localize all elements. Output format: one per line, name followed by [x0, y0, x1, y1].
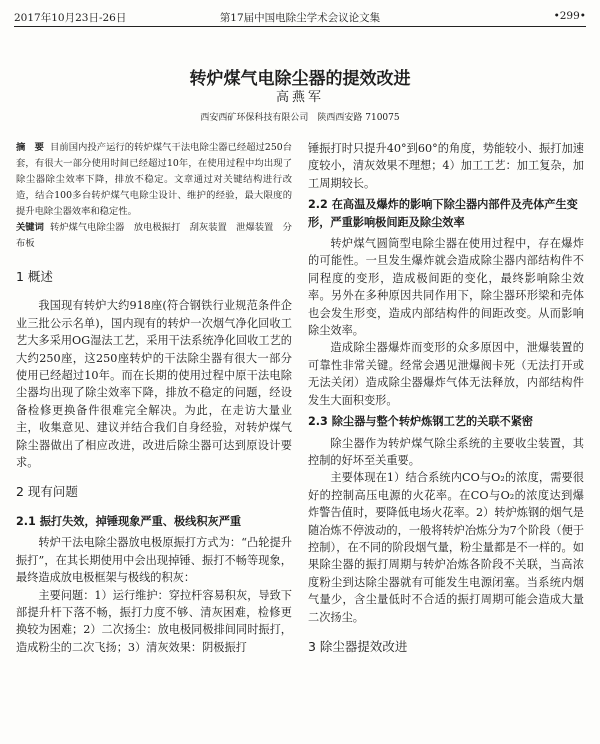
section-2-1-continued: 锤振打时只提升40°到60°的角度，势能较小、振打加速度较小，清灰效果不理想；4）加工工艺：加工复杂，加工周期较长。 — [308, 142, 584, 190]
abstract — [16, 140, 292, 220]
abstract-label: 摘 要 — [16, 142, 45, 153]
section-2-1-paragraph-1: 转炉干法电除尘器放电极原振打方式为：“凸轮提升振打”，在其长期使用中会出现掉锤、振打不畅等现象，最终造成放电极框架与极线的积灰： — [16, 536, 292, 585]
paper-author: 高燕军 — [275, 90, 324, 105]
paper-title: 转炉煤气电除尘器的提效改进 — [189, 69, 411, 89]
section-2-1-heading: 2.1 振打失效，掉锤现象严重、极线积灰严重 — [16, 514, 242, 528]
right-column — [308, 140, 584, 667]
section-2-3-paragraph-1: 除尘器作为转炉煤气除尘系统的主要收尘装置，其控制的好坏至关重要。 — [308, 436, 584, 467]
section-2-3-heading: 2.3 除尘器与整个转炉炼钢工艺的关联不紧密 — [308, 415, 534, 429]
left-column — [16, 140, 292, 656]
author-affiliation: 西安西矿环保科技有限公司 陕西西安路 710075 — [200, 113, 400, 123]
section-2-2-paragraph-2: 造成除尘器爆炸而变形的众多原因中，泄爆装置的可靠性非常关键。经常会遇见泄爆阀卡死（无法打开或无法关闭）造成除尘器爆炸气体无法释放，内部结构件发生大面积变形。 — [308, 341, 584, 407]
running-header — [14, 8, 586, 27]
keywords — [16, 220, 292, 252]
abstract-text: 目前国内投产运行的转炉煤气干法电除尘器已经超过250台套，有很大一部分使用时间已经超过10年，在使用过程中均出现了除尘器除尘效率下降，排放不稳定。文章通过对关键结构进行改造，结合100多台转炉煤气电除尘设计、维护的经验，最大限度的提升电除尘器效率和稳定性。 — [16, 142, 292, 217]
section-2-2-paragraph-1: 转炉煤气圆筒型电除尘器在使用过程中，存在爆炸的可能性。一旦发生爆炸就会造成除尘器内部结构件不同程度的变形，造成极间距的变化，最终影响除尘效率。另外在多种原因共同作用下，除尘器环形梁和壳体也会发生形变，造成内部结构件的间距改变。从而影响除尘效率。 — [308, 237, 584, 338]
keywords-text: 转炉煤气电除尘器 放电极振打 刮灰装置 泄爆装置 分布板 — [16, 222, 292, 249]
section-3-heading: 3 除尘器提效改进 — [308, 638, 408, 654]
header-conference: 第17届中国电除尘学术会议论文集 — [219, 12, 381, 24]
section-2-3-paragraph-2: 主要体现在1）结合系统内CO与O₂的浓度，需要很好的控制高压电源的火花率。在CO与O₂的浓度达到爆炸警告值时，要降低电场火花率。2）转炉炼钢的烟气是随冶炼不停波动的，一般将转炉冶炼分为7个阶段（便于控制），在不同的阶段烟气量，粉尘量都是不一样的。如果除尘器的振打周期与转炉冶炼各阶段不关联，当高浓度粉尘到达除尘器就有可能发生电源闭塞。当系统内烟气量少，含尘量低时不合适的振打周期可能会造成大量二次扬尘。 — [308, 471, 584, 624]
keywords-label: 关键词 — [16, 222, 44, 233]
header-date: 2017年10月23日-26日 — [14, 12, 127, 24]
section-2-heading: 2 现有问题 — [16, 484, 78, 500]
section-1-paragraph: 我国现有转炉大约918座(符合钢铁行业规范条件企业三批公示名单)，国内现有的转炉一次烟气净化回收工艺大多采用OG湿法工艺，采用干法系统净化回收工艺的大约250座，这250座转炉的干法除尘器有很大一部分使用已经超过10年。而在长期的使用过程中原干法电除尘器均出现了除尘效率下降，排放不稳定的问题，经设备检修更换备件很难完全解决。为此，在走访大量业主，收集意见、建议并结合我们自身经验，对转炉煤气除尘器做出了相应改进，改进后除尘器可达到原设计要求。 — [16, 299, 292, 470]
header-page-number: •299• — [553, 10, 586, 22]
section-2-2-heading: 2.2 在高温及爆炸的影响下除尘器内部件及壳体产生变形，严重影响极间距及除尘效率 — [308, 198, 578, 229]
section-1-heading: 1 概述 — [16, 269, 53, 284]
section-2-1-paragraph-2: 主要问题：1）运行维护：穿拉杆容易积灰，导致下部提升杆下落不畅，振打力度不够、清灰困难，检修更换较为困难；2）二次扬尘：放电极同极排间同时振打，造成粉尘的二次飞扬；3）清灰效果：阴极振打 — [16, 588, 292, 654]
